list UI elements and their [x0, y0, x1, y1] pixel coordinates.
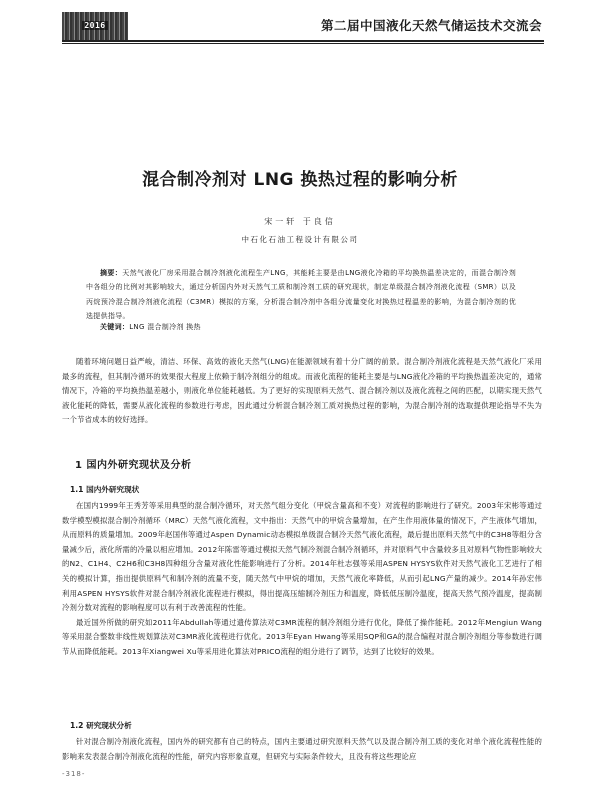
subsection-1-2-heading: 1.2 研究现状分析	[70, 721, 132, 730]
page-number: -318-	[62, 770, 86, 778]
conference-logo: 2016	[62, 12, 128, 40]
subsection-1-1-body	[62, 499, 542, 660]
header-rule-thin	[62, 43, 544, 44]
abstract	[86, 266, 516, 324]
paper-authors: 宋一轩 于良信	[264, 217, 336, 226]
paper-title: 混合制冷剂对 LNG 换热过程的影响分析	[142, 170, 458, 190]
subsection-1-1-heading: 1.1 国内外研究现状	[70, 485, 140, 494]
header-rule	[62, 40, 544, 42]
subsection-1-2-body	[62, 735, 542, 764]
conference-title: 第二届中国液化天然气储运技术交流会	[320, 18, 542, 33]
section-1-heading: 1 国内外研究现状及分析	[75, 460, 192, 471]
paragraph-research-analysis: 针对混合制冷剂液化流程，国内外的研究都有自己的特点，国内主要通过研究原料天然气以及混合制冷剂工质的变化对单个液化流程性能的影响来发表混合制冷剂液化流程的性能，研究内容形象直观，但研究与实际条件较大，且没有将这些理论应	[62, 737, 542, 761]
keywords-label: 关键词：	[100, 323, 130, 331]
paragraph-domestic-research: 在国内1999年王秀芳等采用典型的混合制冷循环，对天然气组分变化（甲烷含量高和不变）对流程的影响进行了研究。2003年宋彬等通过数学模型模拟混合制冷剂循环（MRC）天然气液化流程，文中指出：天然气中的甲烷含量增加，在产生作用液体量的情况下，产生液体气增加，从而原料的质量增加。2009年赵国伟等通过Aspen Dynamic动态模拟单级混合制冷天然气液化流程，最后提出原料天然气中的C3H8等组分含量减少后，液化所需的冷量以相应增加。2012年陈雷等通过模拟天然气制冷剂混合制冷剂循环，并对原料气中含量较多且对原料气物性影响较大的N2、C1H4、C2H6和C3H8四种组分含量对液化性能影响进行了分析。2014年杜志强等采用ASPEN HYSYS软件对天然气液化工艺进行了相关的模拟计算，指出提供原料气和制冷剂的流量不变，随天然气中甲烷的增加，天然气液化率降低，从而引起LNG产量的减少。2014年孙宏伟利用ASPEN HYSYS软件对混合制冷剂液化流程进行模拟，得出提高压缩制冷剂压力和温度，降低低压制冷温度，提高天然气预冷温度，提高制冷剂分数对流程的影响程度可以有利于改善流程的性能。	[62, 501, 542, 613]
keywords-text: LNG 混合制冷剂 换热	[129, 323, 201, 331]
paragraph-foreign-research: 最近国外所做的研究如2011年Abdullah等通过遗传算法对C3MR流程的制冷剂组分进行优化，降低了操作能耗。2012年Mengiun Wang等采用混合整数非线性规划算法对C3MR液化流程进行优化。2013年Eyan Hwang等采用SQP和GA的混合编程对混合制冷剂组分等参数进行调节从而降低能耗。2013年Xiangwei Xu等采用进化算法对PRICO流程的组分进行了调节，达到了比较好的效果。	[62, 617, 542, 656]
paper-affiliation: 中石化石油工程设计有限公司	[241, 235, 359, 244]
abstract-text: 天然气液化厂房采用混合制冷剂液化流程生产LNG，其能耗主要是由LNG液化冷箱的平均换热温差决定的，而混合制冷剂中各组分的比例对其影响较大，通过分析国内外对天然气工质和制冷剂工质的研究现状，制定单级混合制冷剂液化流程（SMR）以及丙烷预冷混合制冷剂液化流程（C3MR）模拟的方案，分析混合制冷剂中各组分流量变化对换热过程温差的影响，为混合制冷剂的优选提供指导。	[86, 269, 516, 321]
abstract-label: 摘要：	[100, 269, 123, 277]
keywords	[86, 322, 516, 332]
introduction	[62, 355, 542, 428]
intro-paragraph: 随着环境问题日益严峻，清洁、环保、高效的液化天然气(LNG)在能源领域有着十分广阔的前景。混合制冷剂液化流程是天然气液化厂采用最多的流程，但其制冷循环的效果很大程度上依赖于制冷剂组分的组成。而液化流程的能耗主要是与LNG液化冷箱的平均换热温差决定的，通常情况下，冷箱的平均换热温差越小，则液化单位能耗越低。为了更好的实现原料天然气、混合制冷剂以及液化流程之间的匹配，以期实现天然气液化能耗的降低，需要从液化流程的参数进行考虑，因此通过分析混合制冷剂工质对换热过程的影响，为混合制冷剂的选取提供理论指导不失为一个节省成本的较好选择。	[62, 357, 542, 425]
